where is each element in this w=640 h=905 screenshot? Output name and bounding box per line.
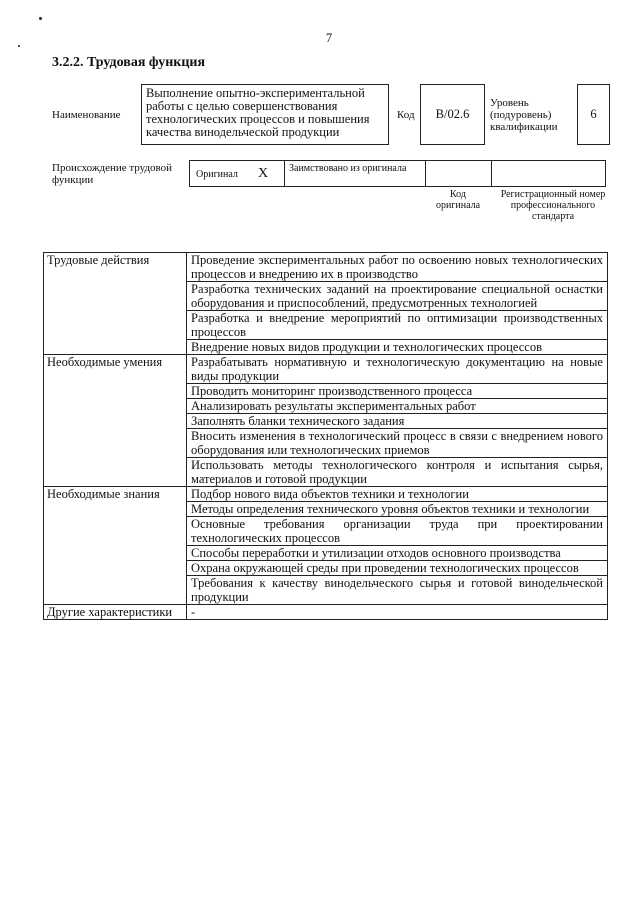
code-original-caption: Код оригинала xyxy=(435,189,481,211)
level-value-box xyxy=(577,84,610,145)
labor-action-item: Разработка и внедрение мероприятий по оптимизации производственных процессов xyxy=(187,311,608,340)
skill-item: Вносить изменения в технологический процесс в связи с внедрением нового оборудования или технологических приемов xyxy=(187,429,608,458)
skill-item: Заполнять бланки технического задания xyxy=(187,414,608,429)
name-label: Наименование xyxy=(52,109,121,121)
function-name-value: Выполнение опытно-экспериментальной работы с целью совершенствования технологических процессов и повышения качества винодельческой продукции xyxy=(146,86,370,139)
labor-actions-label: Трудовые действия xyxy=(44,253,187,355)
level-label: Уровень (подуровень) квалификации xyxy=(490,97,558,133)
labor-action-item: Разработка технических заданий на проектирование специальной оснастки оборудования и приспособлений, предусмотренных технологией xyxy=(187,282,608,311)
origin-label: Происхождение трудовой функции xyxy=(52,162,173,186)
labor-action-item: Внедрение новых видов продукции и технологических процессов xyxy=(187,340,608,355)
table-row xyxy=(44,487,608,502)
skill-item: Разрабатывать нормативную и технологическую документацию на новые виды продукции xyxy=(187,355,608,384)
reg-number-caption: Регистрационный номер профессионального стандарта xyxy=(500,189,606,222)
knowledge-item: Подбор нового вида объектов техники и технологии xyxy=(187,487,608,502)
knowledge-item: Методы определения технического уровня объектов техники и технологии xyxy=(187,502,608,517)
scan-speck xyxy=(39,17,42,20)
function-name-box xyxy=(141,84,389,145)
skill-item: Анализировать результаты экспериментальных работ xyxy=(187,399,608,414)
original-label: Оригинал xyxy=(196,169,238,180)
knowledge-item: Способы переработки и утилизации отходов основного производства xyxy=(187,546,608,561)
cell-divider xyxy=(491,161,492,186)
knowledge-item: Охрана окружающей среды при проведении технологических процессов xyxy=(187,561,608,576)
required-skills-label: Необходимые умения xyxy=(44,355,187,487)
knowledge-item: Основные требования организации труда при проектировании технологических процессов xyxy=(187,517,608,546)
skill-item: Использовать методы технологического контроля и испытания сырья, материалов и готовой продукции xyxy=(187,458,608,487)
cell-divider xyxy=(284,161,285,186)
other-characteristics-value: - xyxy=(187,605,608,620)
section-title: 3.2.2. Трудовая функция xyxy=(52,55,206,70)
knowledge-item: Требования к качеству винодельческого сырья и готовой винодельческой продукции xyxy=(187,576,608,605)
table-row xyxy=(44,253,608,282)
cell-divider xyxy=(425,161,426,186)
code-label: Код xyxy=(397,109,415,121)
page-number: 7 xyxy=(325,31,333,45)
code-value: B/02.6 xyxy=(435,107,470,121)
labor-action-item: Проведение экспериментальных работ по освоению новых технологических процессов и внедрению их в производство xyxy=(187,253,608,282)
level-value: 6 xyxy=(590,107,597,121)
scan-speck xyxy=(18,45,20,47)
origin-table xyxy=(189,160,606,187)
code-value-box xyxy=(420,84,485,145)
function-details-table xyxy=(43,252,608,620)
table-row xyxy=(44,605,608,620)
table-row xyxy=(44,355,608,384)
original-mark: X xyxy=(258,166,269,181)
borrowed-label: Заимствовано из оригинала xyxy=(289,163,407,174)
required-knowledge-label: Необходимые знания xyxy=(44,487,187,605)
other-characteristics-label: Другие характеристики xyxy=(44,605,187,620)
skill-item: Проводить мониторинг производственного процесса xyxy=(187,384,608,399)
